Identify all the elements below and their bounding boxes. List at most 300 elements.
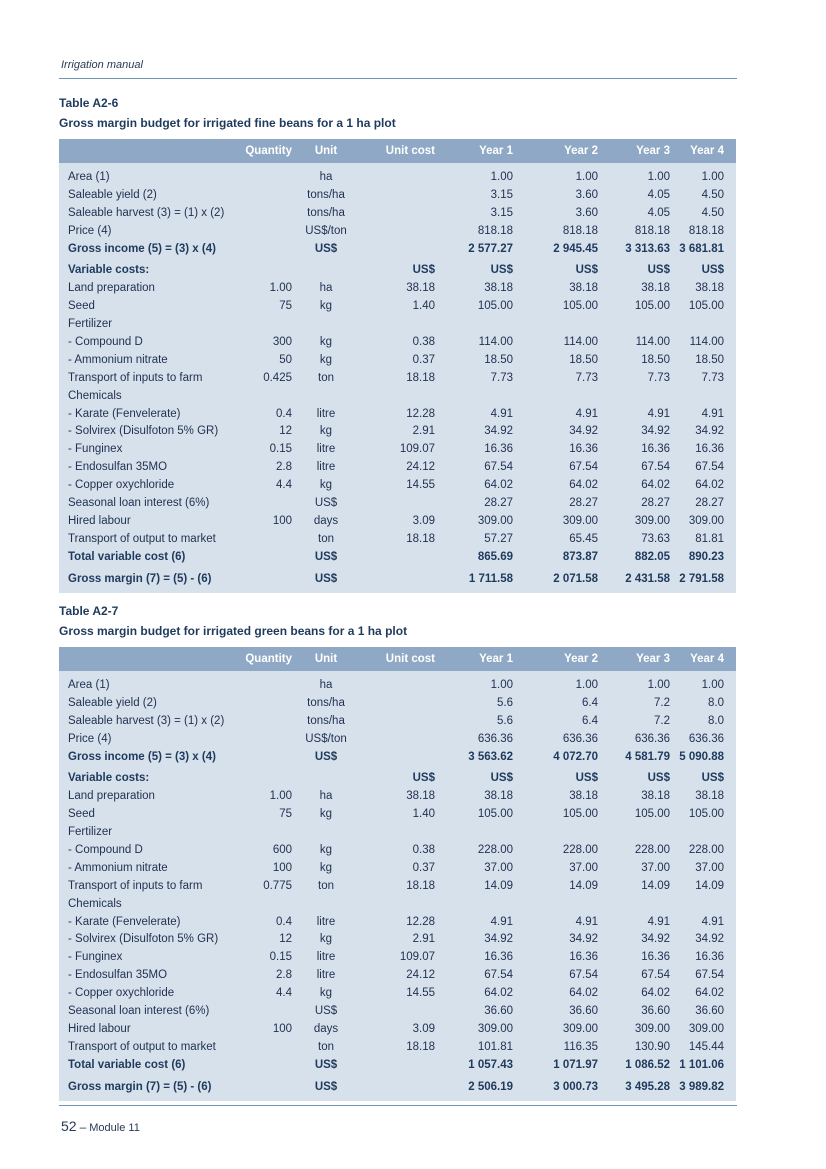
table-row — [59, 695, 736, 713]
row-label: - Endosulfan 35MO — [68, 969, 168, 982]
row-label: Variable costs: — [68, 772, 150, 785]
table-cell: litre — [316, 407, 336, 420]
table-row — [59, 1079, 736, 1097]
table-cell: US$ — [412, 772, 435, 785]
table-cell: 38.18 — [641, 790, 670, 803]
table-cell: 145.44 — [688, 1040, 724, 1053]
table-cell: kg — [319, 808, 333, 821]
table-cell: 14.09 — [641, 879, 670, 892]
table-row — [59, 169, 736, 187]
table-cell: kg — [319, 479, 333, 492]
table-cell — [360, 549, 435, 567]
table-cell — [513, 824, 598, 842]
table-cell: 4.91 — [701, 407, 724, 420]
table-cell: 38.18 — [569, 790, 598, 803]
table-cell: kg — [319, 425, 333, 438]
table-cell: 4.91 — [490, 407, 513, 420]
table-cell: 309.00 — [634, 1022, 670, 1035]
row-label: - Ammonium nitrate — [68, 353, 168, 366]
table-cell — [234, 571, 292, 589]
table-cell — [513, 316, 598, 334]
table-cell: 4.50 — [701, 206, 724, 219]
table-cell — [360, 677, 435, 695]
column-header: Year 1 — [479, 653, 513, 665]
table-row — [59, 914, 736, 932]
table-spacer — [59, 588, 736, 593]
table-cell — [360, 713, 435, 731]
table-cell — [234, 169, 292, 187]
table-cell — [435, 896, 513, 914]
fine-beans-table — [59, 139, 736, 593]
table-row — [59, 205, 736, 223]
table-cell: 14.09 — [484, 879, 513, 892]
table-row — [59, 806, 736, 824]
row-label: Land preparation — [68, 790, 155, 803]
table-cell — [598, 896, 670, 914]
table-cell: 4.4 — [276, 479, 292, 492]
table-cell: ha — [319, 282, 333, 295]
row-label: - Endosulfan 35MO — [68, 461, 168, 474]
table-row — [59, 495, 736, 513]
table-cell: 12.28 — [406, 407, 435, 420]
table-cell: 64.02 — [484, 987, 513, 1000]
table-cell: 3 563.62 — [468, 750, 513, 763]
table-cell: 34.92 — [569, 933, 598, 946]
table-row — [59, 334, 736, 352]
column-header: Year 4 — [690, 145, 724, 157]
table-cell: 67.54 — [641, 461, 670, 474]
table-cell: 12.28 — [406, 915, 435, 928]
table-cell: 38.18 — [484, 790, 513, 803]
table-cell: tons/ha — [307, 188, 345, 201]
table-cell — [360, 1003, 435, 1021]
table-cell: 105.00 — [688, 300, 724, 313]
table-cell: 37.00 — [641, 861, 670, 874]
table-cell: US$/ton — [305, 732, 347, 745]
table-cell: 8.0 — [708, 696, 724, 709]
column-header — [59, 139, 234, 163]
table-cell: 34.92 — [695, 933, 724, 946]
table-cell: 101.81 — [477, 1040, 513, 1053]
table-row — [59, 1057, 736, 1075]
table-cell: 105.00 — [688, 808, 724, 821]
table-cell: 4.05 — [647, 206, 670, 219]
row-label: - Solvirex (Disulfoton 5% GR) — [68, 425, 219, 438]
table-row — [59, 770, 736, 788]
row-label: Saleable yield (2) — [68, 696, 157, 709]
table-cell: 873.87 — [562, 550, 598, 563]
table-cell: 105.00 — [562, 300, 598, 313]
table-cell: 4 072.70 — [553, 750, 598, 763]
table-cell: 3.60 — [575, 206, 598, 219]
table-cell: kg — [319, 844, 333, 857]
table-cell: 28.27 — [695, 497, 724, 510]
table-cell: 4.91 — [647, 915, 670, 928]
table-cell: litre — [316, 951, 336, 964]
row-label: Hired labour — [68, 514, 131, 527]
table-cell: 2 071.58 — [553, 572, 598, 585]
row-label: Gross income (5) = (3) x (4) — [68, 750, 216, 763]
table-cell: 64.02 — [569, 987, 598, 1000]
table-cell: 309.00 — [562, 1022, 598, 1035]
row-label: Fertilizer — [68, 318, 113, 331]
table-caption: Gross margin budget for irrigated green beans for a 1 ha plot — [59, 624, 408, 638]
table-cell: 14.55 — [406, 987, 435, 1000]
table-cell: 3.09 — [412, 1022, 435, 1035]
table-cell: 0.15 — [269, 443, 292, 456]
table-cell — [292, 388, 360, 406]
table-cell: 114.00 — [635, 336, 670, 349]
table-cell — [360, 571, 435, 589]
table-row — [59, 187, 736, 205]
table-cell: 64.02 — [695, 479, 724, 492]
table-row — [59, 477, 736, 495]
row-label: Gross margin (7) = (5) - (6) — [68, 1080, 212, 1093]
table-cell: 2.91 — [412, 933, 435, 946]
table-cell: 4.4 — [276, 987, 292, 1000]
table-cell: 24.12 — [406, 969, 435, 982]
table-cell: days — [313, 514, 339, 527]
table-cell: 34.92 — [484, 425, 513, 438]
table-cell: 3 495.28 — [625, 1080, 670, 1093]
table-cell — [670, 896, 734, 914]
table-cell: kg — [319, 336, 333, 349]
table-cell — [234, 549, 292, 567]
table-cell: 4.91 — [575, 915, 598, 928]
table-cell: 4.91 — [647, 407, 670, 420]
table-cell: 7.73 — [701, 371, 724, 384]
table-cell: 109.07 — [399, 951, 435, 964]
table-row — [59, 967, 736, 985]
table-cell: 600 — [272, 844, 292, 857]
row-label: Area (1) — [68, 171, 110, 183]
table-cell — [292, 770, 360, 788]
table-cell: 2 506.19 — [468, 1080, 513, 1093]
table-cell — [360, 695, 435, 713]
table-cell — [234, 713, 292, 731]
table-cell: ha — [319, 171, 333, 183]
table-row — [59, 531, 736, 549]
table-id: Table A2-6 — [59, 96, 119, 110]
row-label: Chemicals — [68, 389, 122, 402]
table-cell: 105.00 — [477, 300, 513, 313]
table-cell: US$ — [314, 550, 338, 563]
table-cell: US$ — [701, 772, 724, 785]
table-row — [59, 513, 736, 531]
row-label: Saleable yield (2) — [68, 188, 157, 201]
row-label: Transport of output to market — [68, 532, 216, 545]
row-label: - Compound D — [68, 336, 143, 349]
table-row — [59, 931, 736, 949]
table-cell: 818.18 — [562, 224, 598, 237]
table-cell: 4 581.79 — [625, 750, 670, 763]
table-cell: 4.91 — [490, 915, 513, 928]
table-cell: 228.00 — [477, 844, 513, 857]
table-cell: US$ — [647, 772, 670, 785]
table-cell — [292, 316, 360, 334]
table-cell: 309.00 — [477, 1022, 513, 1035]
column-header: Unit — [314, 145, 338, 157]
table-cell: 75 — [279, 808, 292, 821]
table-cell: US$ — [314, 497, 338, 510]
table-row — [59, 549, 736, 567]
table-row — [59, 731, 736, 749]
column-header: Unit cost — [385, 145, 435, 157]
column-header: Year 3 — [636, 653, 670, 665]
table-cell — [360, 495, 435, 513]
table-cell: 37.00 — [569, 861, 598, 874]
table-cell: litre — [316, 443, 336, 456]
table-cell: 14.55 — [406, 479, 435, 492]
table-a2-7-block — [59, 602, 736, 1101]
table-cell — [360, 187, 435, 205]
table-cell: litre — [316, 915, 336, 928]
table-cell: 64.02 — [484, 479, 513, 492]
table-cell: 3 313.63 — [625, 242, 670, 255]
table-cell: 114.00 — [689, 336, 724, 349]
table-cell: 67.54 — [695, 461, 724, 474]
table-cell: 16.36 — [484, 951, 513, 964]
table-cell: 37.00 — [484, 861, 513, 874]
table-cell: 7.73 — [490, 371, 513, 384]
table-cell — [234, 531, 292, 549]
table-cell: 2.91 — [412, 425, 435, 438]
table-cell — [360, 169, 435, 187]
column-header: Year 3 — [636, 145, 670, 157]
table-cell: US$ — [314, 572, 338, 585]
row-label: Seed — [68, 808, 95, 821]
row-label: Saleable harvest (3) = (1) x (2) — [68, 714, 225, 727]
table-cell: 130.90 — [634, 1040, 670, 1053]
table-cell: 36.60 — [484, 1005, 513, 1018]
row-label: - Funginex — [68, 443, 123, 456]
table-cell — [234, 695, 292, 713]
table-a2-6-block — [59, 94, 736, 593]
table-cell — [435, 824, 513, 842]
table-cell: 100 — [272, 514, 292, 527]
row-label: - Copper oxychloride — [68, 479, 175, 492]
table-cell: 309.00 — [688, 1022, 724, 1035]
table-cell: kg — [319, 987, 333, 1000]
table-cell: 1 101.06 — [679, 1058, 724, 1071]
table-cell: 18.18 — [406, 371, 435, 384]
table-cell: 1.00 — [701, 171, 724, 183]
table-cell: 890.23 — [688, 550, 724, 563]
table-cell: ton — [318, 1040, 334, 1053]
table-cell: US$ — [314, 1058, 338, 1071]
table-cell: 65.45 — [569, 532, 598, 545]
table-cell: kg — [319, 353, 333, 366]
table-row — [59, 878, 736, 896]
table-cell: 2.8 — [276, 461, 292, 474]
table-cell: 18.18 — [406, 532, 435, 545]
table-cell: 0.38 — [412, 844, 435, 857]
table-id: Table A2-7 — [59, 604, 119, 618]
table-cell — [234, 262, 292, 280]
table-cell: 5.6 — [497, 714, 513, 727]
table-cell — [670, 388, 734, 406]
table-cell: 67.54 — [569, 461, 598, 474]
table-cell: 5 090.88 — [679, 750, 724, 763]
row-label: Seasonal loan interest (6%) — [68, 497, 210, 510]
table-cell: 0.37 — [412, 353, 435, 366]
table-cell: 8.0 — [708, 714, 724, 727]
table-cell: 0.37 — [412, 861, 435, 874]
table-cell: ton — [318, 879, 334, 892]
table-cell: 865.69 — [477, 550, 513, 563]
table-cell: 18.18 — [406, 1040, 435, 1053]
table-cell: 38.18 — [695, 790, 724, 803]
row-label: Gross margin (7) = (5) - (6) — [68, 572, 212, 585]
column-header: Quantity — [245, 653, 292, 665]
table-cell — [360, 731, 435, 749]
table-cell: 36.60 — [641, 1005, 670, 1018]
table-cell: ton — [318, 532, 334, 545]
table-cell: 1 086.52 — [625, 1058, 670, 1071]
table-cell — [513, 388, 598, 406]
table-row — [59, 824, 736, 842]
table-caption: Gross margin budget for irrigated fine beans for a 1 ha plot — [59, 116, 396, 130]
table-cell: 1 057.43 — [468, 1058, 513, 1071]
table-cell: 16.36 — [484, 443, 513, 456]
table-cell: 2 791.58 — [679, 572, 724, 585]
table-cell: 6.4 — [582, 714, 598, 727]
table-cell: 50 — [279, 353, 292, 366]
table-cell — [234, 1039, 292, 1057]
table-cell — [360, 316, 435, 334]
table-cell: 64.02 — [641, 479, 670, 492]
table-cell: 100 — [272, 861, 292, 874]
table-cell: 0.4 — [276, 407, 292, 420]
table-cell: 309.00 — [688, 514, 724, 527]
table-cell: 24.12 — [406, 461, 435, 474]
page-number: 52 — [61, 1118, 77, 1134]
table-cell: US$ — [314, 1005, 338, 1018]
row-label: Seasonal loan interest (6%) — [68, 1005, 210, 1018]
row-label: Transport of inputs to farm — [68, 879, 203, 892]
table-cell: 1.00 — [490, 679, 513, 691]
table-cell: 1.00 — [269, 790, 292, 803]
table-cell — [670, 824, 734, 842]
table-row — [59, 352, 736, 370]
column-header: Year 2 — [564, 653, 598, 665]
table-row — [59, 423, 736, 441]
table-cell: 4.05 — [647, 188, 670, 201]
table-cell: tons/ha — [307, 696, 345, 709]
table-cell: 16.36 — [641, 443, 670, 456]
table-cell: US$ — [412, 264, 435, 277]
table-cell — [234, 824, 292, 842]
table-cell — [234, 388, 292, 406]
table-cell: 2 945.45 — [553, 242, 598, 255]
table-cell: 28.27 — [569, 497, 598, 510]
table-cell: 5.6 — [497, 696, 513, 709]
row-label: Saleable harvest (3) = (1) x (2) — [68, 206, 225, 219]
table-cell: US$/ton — [305, 224, 347, 237]
table-cell: 105.00 — [634, 300, 670, 313]
table-cell: 7.2 — [654, 696, 670, 709]
table-cell: 1 071.97 — [553, 1058, 598, 1071]
table-cell: 64.02 — [569, 479, 598, 492]
table-cell: 73.63 — [641, 532, 670, 545]
table-cell: 67.54 — [484, 969, 513, 982]
table-row — [59, 949, 736, 967]
table-cell — [234, 1003, 292, 1021]
table-row — [59, 388, 736, 406]
table-cell: 36.60 — [569, 1005, 598, 1018]
table-cell — [234, 677, 292, 695]
table-cell: 105.00 — [562, 808, 598, 821]
table-cell: 0.15 — [269, 951, 292, 964]
table-cell: 109.07 — [399, 443, 435, 456]
table-cell: 14.09 — [569, 879, 598, 892]
table-cell: US$ — [575, 264, 598, 277]
table-cell: 636.36 — [688, 732, 724, 745]
table-cell: 7.73 — [647, 371, 670, 384]
row-label: Total variable cost (6) — [68, 1058, 186, 1071]
table-cell: 7.2 — [654, 714, 670, 727]
table-cell: 28.27 — [641, 497, 670, 510]
table-cell: 1.00 — [647, 171, 670, 183]
table-cell: 100 — [272, 1022, 292, 1035]
table-cell: 14.09 — [695, 879, 724, 892]
table-cell: 38.18 — [695, 282, 724, 295]
row-label: Transport of inputs to farm — [68, 371, 203, 384]
table-cell: 34.92 — [641, 425, 670, 438]
table-cell: 114.00 — [478, 336, 513, 349]
column-header: Year 2 — [564, 145, 598, 157]
table-cell: US$ — [490, 772, 513, 785]
table-cell: US$ — [490, 264, 513, 277]
table-cell: 818.18 — [688, 224, 724, 237]
table-cell: days — [313, 1022, 339, 1035]
table-cell: 309.00 — [634, 514, 670, 527]
table-cell: litre — [316, 969, 336, 982]
table-cell: 67.54 — [484, 461, 513, 474]
table-cell: 1.00 — [575, 171, 598, 183]
table-cell: 3 989.82 — [679, 1080, 724, 1093]
table-cell: 2.8 — [276, 969, 292, 982]
table-cell — [360, 205, 435, 223]
row-label: Gross income (5) = (3) x (4) — [68, 242, 216, 255]
table-row — [59, 677, 736, 695]
table-cell: 3.15 — [490, 188, 513, 201]
table-cell: 38.18 — [484, 282, 513, 295]
table-cell — [292, 896, 360, 914]
table-cell: US$ — [314, 750, 338, 763]
table-row — [59, 985, 736, 1003]
table-cell: 12 — [279, 425, 292, 438]
table-cell: 0.38 — [412, 336, 435, 349]
table-cell — [292, 262, 360, 280]
table-row — [59, 223, 736, 241]
table-cell — [360, 388, 435, 406]
column-header: Year 4 — [690, 653, 724, 665]
row-label: - Compound D — [68, 844, 143, 857]
table-row — [59, 1003, 736, 1021]
table-row — [59, 749, 736, 767]
table-cell: 64.02 — [695, 987, 724, 1000]
table-row — [59, 1021, 736, 1039]
table-cell: 228.00 — [634, 844, 670, 857]
table-cell: 3 000.73 — [553, 1080, 598, 1093]
table-cell: 75 — [279, 300, 292, 313]
table-cell: 636.36 — [562, 732, 598, 745]
table-cell: 16.36 — [695, 443, 724, 456]
table-cell: kg — [319, 300, 333, 313]
table-header-row — [59, 647, 736, 671]
table-cell: 16.36 — [695, 951, 724, 964]
